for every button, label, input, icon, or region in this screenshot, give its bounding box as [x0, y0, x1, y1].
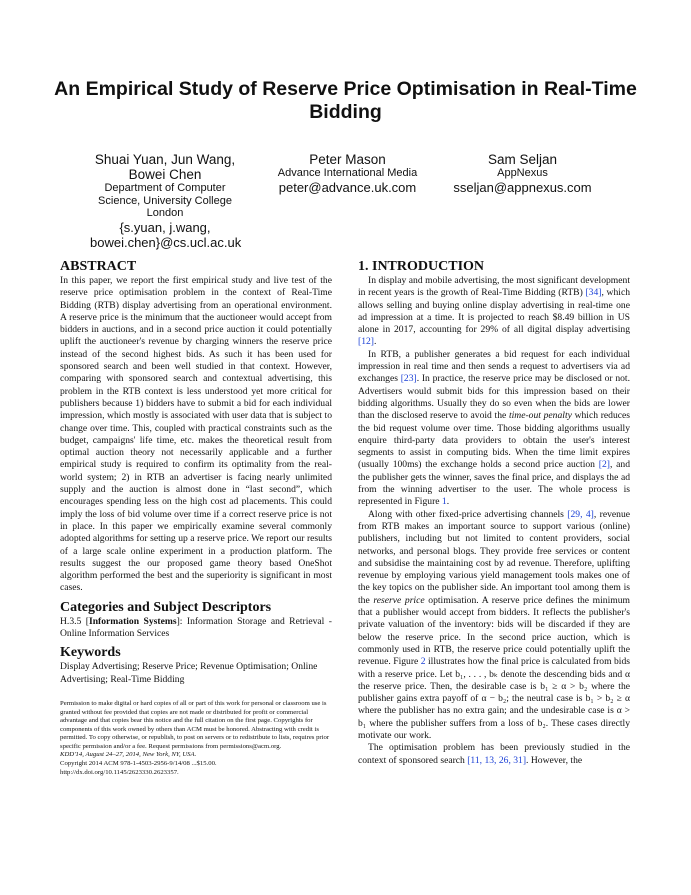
- author-name: Sam Seljan: [487, 152, 558, 167]
- author-affiliation: AppNexus: [497, 167, 548, 179]
- keywords-heading: Keywords: [60, 645, 121, 661]
- citation-link[interactable]: [11, 13, 26, 31]: [467, 754, 527, 766]
- copyright-line: Copyright 2014 ACM 978-1-4503-2956-9/14/08 ...$15.00.: [60, 760, 217, 768]
- intro-paragraph-3: Along with other fixed-price advertising channels [29, 4], revenue from RTB makes an important source to support various (online) publishers, including but not limited to content providers, social networks, and personal blogs. They provide free services or content and subsidise the maintaining cost by ad revenue. Therefore, uplifting revenue by employing various yield management tools makes one of the key topics on the publisher side. An important tool among them is the reserve price optimisation. A reserve price defines the minimum that a publisher would accept from bidders. It reflects the publisher's private valuation of the inventory: bids will be discarded if they are below the reserve price. In the second price auction, which is commonly used in RTB, the reserve price could potentially uplift the revenue. Figure 2 illustrates how the final price is calculated from bids with a reserve price. Let b₁, . . . , bₖ denote the descending bids and α the reserve price. Then, the desirable case is b₁ ≥ α > b₂ where the publisher gains extra payoff of α − b₂; the neutral case is b₁ > b₂ ≥ α where the publisher has no extra gain; and the undesirable case is α > b₁ where the publisher suffers from a loss of b₂. These cases directly motivate our work.: [358, 508, 630, 741]
- citation-link[interactable]: [29, 4]: [567, 508, 594, 520]
- permission-text: Permission to make digital or hard copies of all or part of this work for personal or classroom use is granted without fee provided that copies are not made or distributed for profit or commercial advantage and that copies bear this notice and the full citation on the first page. Copyrights for components of this work owned by others than ACM must be honored. Abstracting with credit is permitted. To copy otherwise, or republish, to post on servers or to redistribute to lists, requires prior specific permission and/or a fee. Request permissions from permissions@acm.org.: [60, 699, 330, 750]
- citation-link[interactable]: [34]: [585, 287, 602, 299]
- author-email[interactable]: {s.yuan, j.wang, bowei.chen}@cs.ucl.ac.uk: [90, 219, 242, 250]
- keywords-text: Display Advertising; Reserve Price; Revenue Optimisation; Online Advertising; Real-Time Bidding: [60, 661, 318, 685]
- author-1: [90, 152, 240, 250]
- author-block: [90, 152, 610, 250]
- abstract-heading: ABSTRACT: [60, 259, 137, 274]
- right-column: [358, 258, 630, 767]
- citation-link[interactable]: [23]: [400, 373, 417, 385]
- categories-text: H.3.5 [Information Systems]: Information Storage and Retrieval - Online Information Services: [60, 615, 332, 640]
- author-email[interactable]: sseljan@appnexus.com: [453, 179, 592, 195]
- copyright-notice: [60, 700, 332, 777]
- paper-title: An Empirical Study of Reserve Price Optimisation in Real-Time Bidding: [54, 78, 637, 123]
- author-name: Shuai Yuan, Jun Wang, Bowei Chen: [94, 152, 236, 182]
- author-email[interactable]: peter@advance.uk.com: [278, 179, 417, 195]
- citation-link[interactable]: [2]: [598, 459, 610, 471]
- author-affiliation: Advance International Media: [277, 167, 418, 179]
- author-name: Peter Mason: [309, 152, 386, 167]
- conference-line: KDD'14, August 24–27, 2014, New York, NY, USA.: [60, 751, 197, 759]
- intro-paragraph-1: In display and mobile advertising, the most significant development in recent years is the growth of Real-Time Bidding (RTB) [34], which allows selling and buying online display advertising in real-time one ad impression at a time. It is projected to reach $8.49 billion in US alone in 2017, accounting for 29% of all digital display advertising [12].: [358, 275, 630, 348]
- figure-link[interactable]: 1: [441, 496, 447, 508]
- figure-link[interactable]: 2: [420, 656, 426, 668]
- citation-link[interactable]: [12]: [358, 336, 374, 348]
- abstract-text: In this paper, we report the first empirical study and live test of the reserve price optimisation problem in the context of Real-Time Bidding (RTB) display advertising from an operational environment. A reserve price is the minimum that the auctioneer would accept from bidders in auctions, and in a second price auction it could potentially uplift the auctioneer's revenue by charging winners the reserve price instead of the second highest bids. As such it has been used for sponsored search and been well studied in that context. However, comparing with sponsored search and contextual advertising, this problem in the RTB context is less understood yet more critical for publishers because 1) bidders have to submit a bid for each individual impression, which mostly is associated with user data that is subject to change over time. This, coupled with practical constraints such as the budget, campaigns' life time, etc. makes the theoretical result from optimal auction theory not necessarily applicable and a further empirical study is required to confirm its optimality from the real-world system; 2) in RTB an advertiser is facing nearly unlimited supply and the auction is almost done in “last second”, which encourages spending less on the high cost ad placements. This could imply the loss of bid volume over time if a correct reserve price is not in place. In this paper we empirically examine several commonly adopted algorithms for setting up a reserve price. We report our results of a large scale online experiment in a production platform. The results suggest the our proposed game theory based OneShot algorithm performed the best and the superiority is significant in most cases.: [60, 275, 332, 594]
- doi-line[interactable]: http://dx.doi.org/10.1145/2623330.2623357.: [60, 768, 179, 776]
- author-3: [435, 152, 610, 195]
- author-affiliation: Department of Computer Science, University College London: [98, 182, 232, 219]
- author-2: [265, 152, 430, 195]
- categories-heading: Categories and Subject Descriptors: [60, 599, 272, 615]
- introduction-heading: 1. INTRODUCTION: [358, 259, 485, 274]
- intro-paragraph-4: The optimisation problem has been previously studied in the context of sponsored search [11, 13, 26, 31]. However, the: [358, 742, 630, 766]
- intro-paragraph-2: In RTB, a publisher generates a bid request for each individual impression in real time and then sends a request to advertisers via ad exchanges [23]. In practice, the reserve price may be disclosed or not. Advertisers would submit bids for this impression based on their bidding algorithms. Usually they do so even when the bids are lower than the disclosed reserve to avoid the time-out penalty which reduces the bid request volume over time. Those bidding algorithms usually enquire third-party data providers to obtain the user's interest segments to assist in computing bids. When the time limit expires (usually 100ms) the exchange holds a second price auction [2], and the publisher gets the winner, saves the final price, and displays the ad from the winning advertiser to the user. The whole process is represented in Figure 1.: [358, 348, 630, 508]
- left-column: [60, 258, 332, 777]
